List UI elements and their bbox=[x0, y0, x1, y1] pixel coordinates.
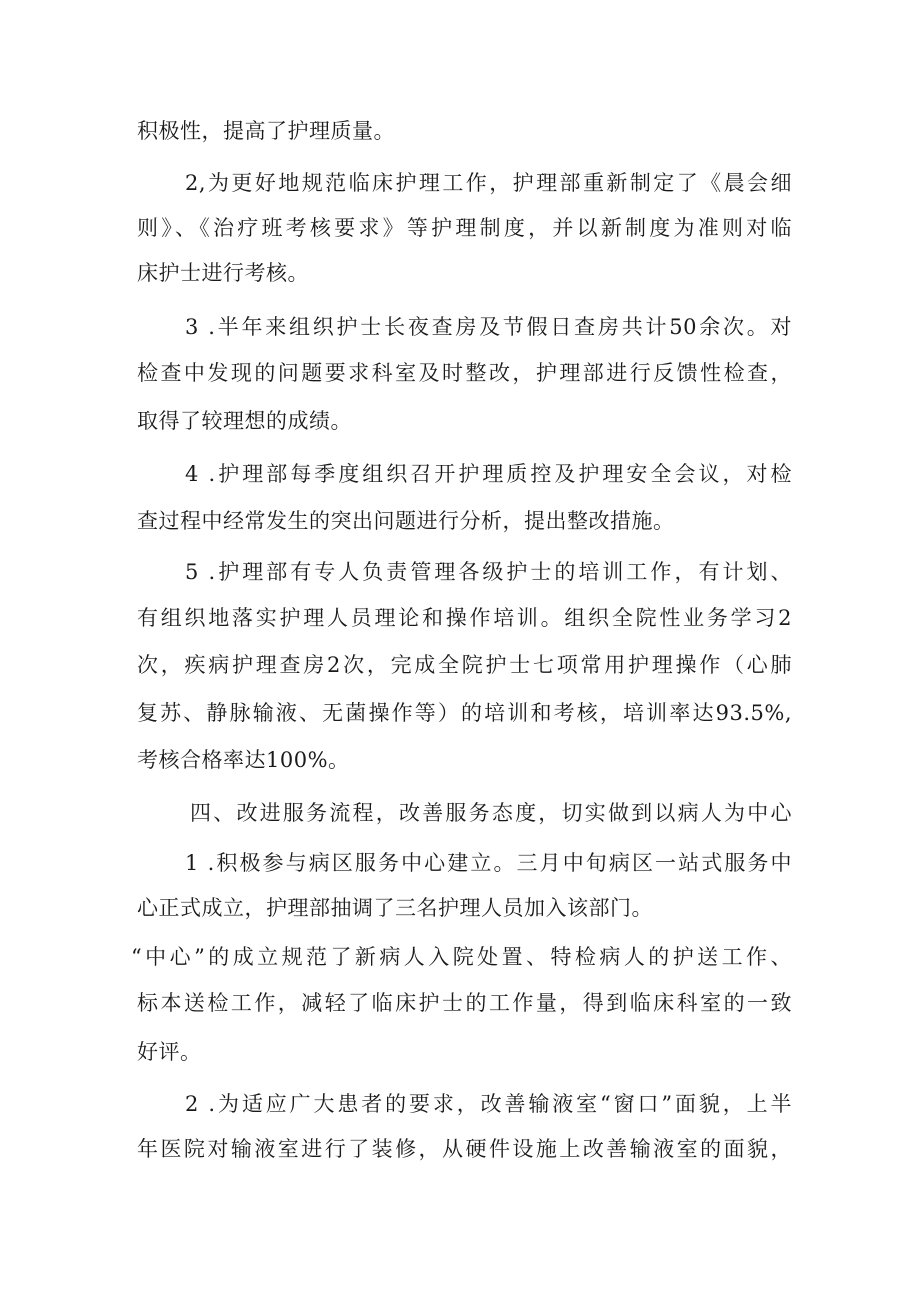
section-heading: 四、改进服务流程，改善服务态度，切实做到以病人为中心 bbox=[190, 801, 792, 825]
paragraph-line: 4 .护理部每季度组织召开护理质控及护理安全会议，对检 bbox=[185, 462, 792, 486]
paragraph-line: 年医院对输液室进行了装修，从硬件设施上改善输液室的面貌， bbox=[137, 1137, 792, 1161]
paragraph-line: 5 .护理部有专人负责管理各级护士的培训工作，有计划、 bbox=[185, 560, 792, 584]
paragraph-line: 取得了较理想的成绩。 bbox=[137, 409, 352, 433]
paragraph-line: 2,为更好地规范临床护理工作，护理部重新制定了《晨会细 bbox=[185, 171, 792, 195]
paragraph-line: 检查中发现的问题要求科室及时整改，护理部进行反馈性检查， bbox=[137, 361, 792, 385]
paragraph-line: 心正式成立，护理部抽调了三名护理人员加入该部门。 bbox=[137, 896, 653, 920]
paragraph-line: “中心”的成立规范了新病人入院处置、特检病人的护送工作、 bbox=[131, 945, 792, 969]
paragraph-line: 积极性，提高了护理质量。 bbox=[137, 119, 395, 143]
paragraph-line: 1 .积极参与病区服务中心建立。三月中旬病区一站式服务中 bbox=[185, 851, 792, 875]
paragraph-line: 考核合格率达100%。 bbox=[137, 748, 350, 772]
paragraph-line: 2 .为适应广大患者的要求，改善输液室“窗口”面貌，上半 bbox=[185, 1092, 792, 1116]
paragraph-line: 标本送检工作，减轻了临床护士的工作量，得到临床科室的一致 bbox=[137, 991, 792, 1015]
paragraph-line: 查过程中经常发生的突出问题进行分析，提出整改措施。 bbox=[137, 509, 675, 533]
paragraph-line: 次，疾病护理查房2次，完成全院护士七项常用护理操作（心肺 bbox=[137, 653, 792, 677]
paragraph-line: 复苏、静脉输液、无菌操作等）的培训和考核，培训率达93.5%, bbox=[137, 701, 792, 725]
paragraph-line: 床护士进行考核。 bbox=[137, 261, 309, 285]
paragraph-line: 则》、《治疗班考核要求》等护理制度，并以新制度为准则对临 bbox=[137, 216, 792, 240]
paragraph-line: 好评。 bbox=[137, 1040, 202, 1064]
paragraph-line: 有组织地落实护理人员理论和操作培训。组织全院性业务学习2 bbox=[137, 606, 792, 630]
paragraph-line: 3 .半年来组织护士长夜查房及节假日查房共计50余次。对 bbox=[185, 315, 792, 339]
